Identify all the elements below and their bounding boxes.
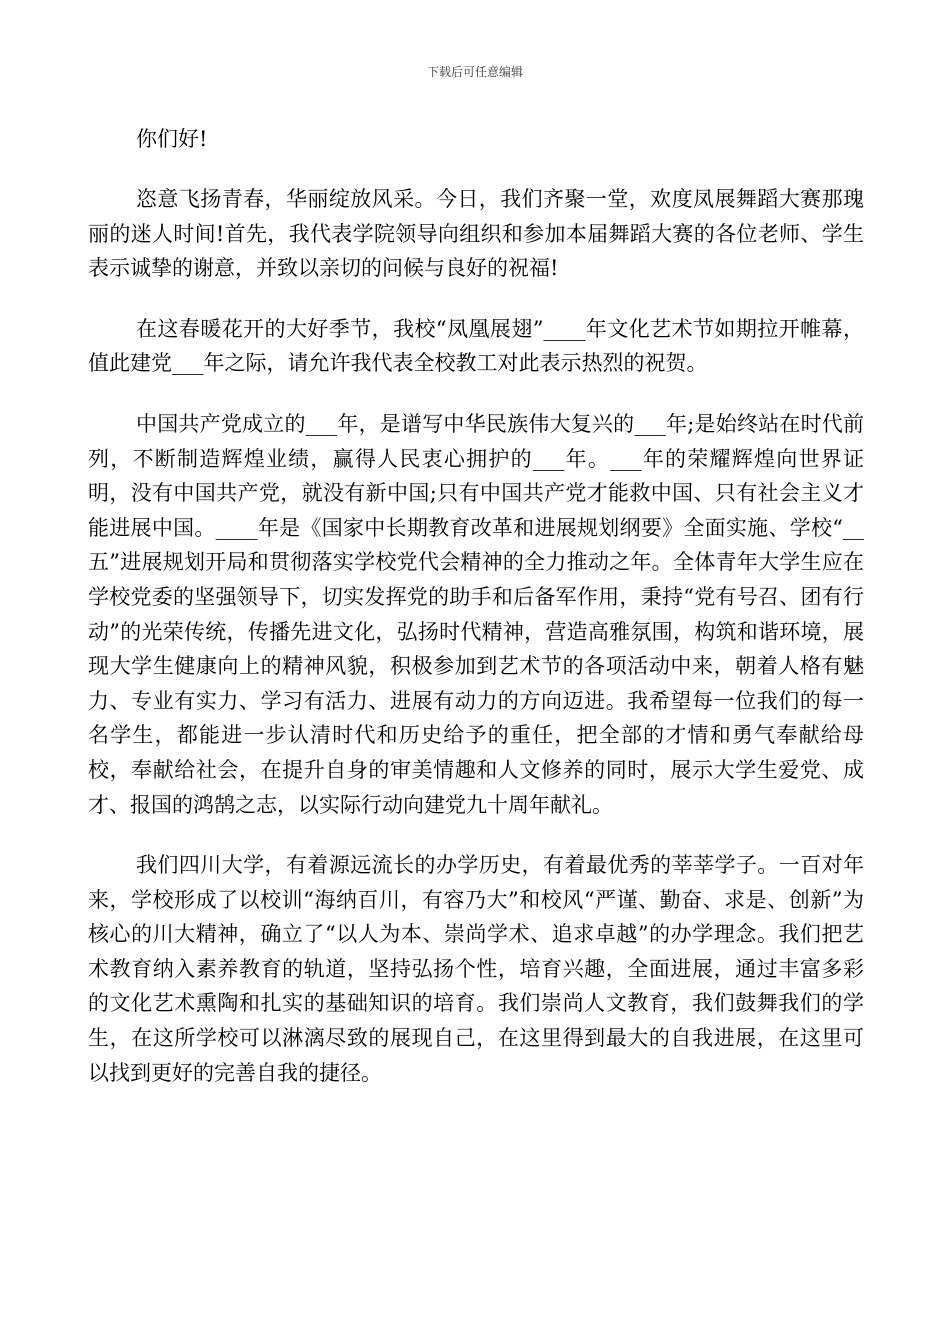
page-header-note: 下载后可任意编辑 [426,65,523,79]
paragraph-party: 中国共产党成立的___年，是谱写中华民族伟大复兴的___年;是始终站在时代前列，不断制造辉煌业绩，赢得人民衷心拥护的___年。___年的荣耀辉煌向世界证明，没有中国共产党，就没有新中国;只有中国共产党才能救中国、只有社会主义才能进展中国。____年是《国家中长期教育改革和进展规划纲要》全面实施、学校“__五”进展规划开局和贯彻落实学校党代会精神的全力推动之年。全体青年大学生应在学校党委的坚强领导下，切实发挥党的助手和后备军作用，秉持“党有号召、团有行动”的光荣传统，传播先进文化，弘扬时代精神，营造高雅氛围，构筑和谐环境，展现大学生健康向上的精神风貌，积极参加到艺术节的各项活动中来，朝着人格有魅力、专业有实力、学习有活力、进展有动力的方向迈进。我希望每一位我们的每一名学生，都能进一步认清时代和历史给予的重任，把全部的才情和勇气奉献给母校，奉献给社会，在提升自身的审美情趣和人文修养的同时，展示大学生爱党、成才、报国的鸿鹄之志，以实际行动向建党九十周年献礼。 [88,411,864,817]
greeting: 你们好! [136,127,208,151]
document-body [88,120,864,1116]
paragraph-opening: 恣意飞扬青春，华丽绽放风采。今日，我们齐聚一堂，欢度凤展舞蹈大赛那瑰丽的迷人时间!首先，我代表学院领导向组织和参加本届舞蹈大赛的各位老师、学生表示诚挚的谢意，并致以亲切的问候与良好的祝福! [88,187,864,281]
paragraph-university: 我们四川大学，有着源远流长的办学历史，有着最优秀的莘莘学子。一百对年来，学校形成了以校训“海纳百川，有容乃大”和校风“严谨、勤奋、求是、创新”为核心的川大精神，确立了“以人为本、崇尚学术、追求卓越”的办学理念。我们把艺术教育纳入素养教育的轨道，坚持弘扬个性，培育兴趣，全面进展，通过丰富多彩的文化艺术熏陶和扎实的基础知识的培育。我们崇尚人文教育，我们鼓舞我们的学生，在这所学校可以淋漓尽致的展现自己，在这里得到最大的自我进展，在这里可以找到更好的完善自我的捷径。 [88,853,864,1085]
paragraph-festival: 在这春暖花开的大好季节，我校“凤凰展翅”____年文化艺术节如期拉开帷幕，值此建党___年之际，请允许我代表全校教工对此表示热烈的祝贺。 [88,316,864,376]
